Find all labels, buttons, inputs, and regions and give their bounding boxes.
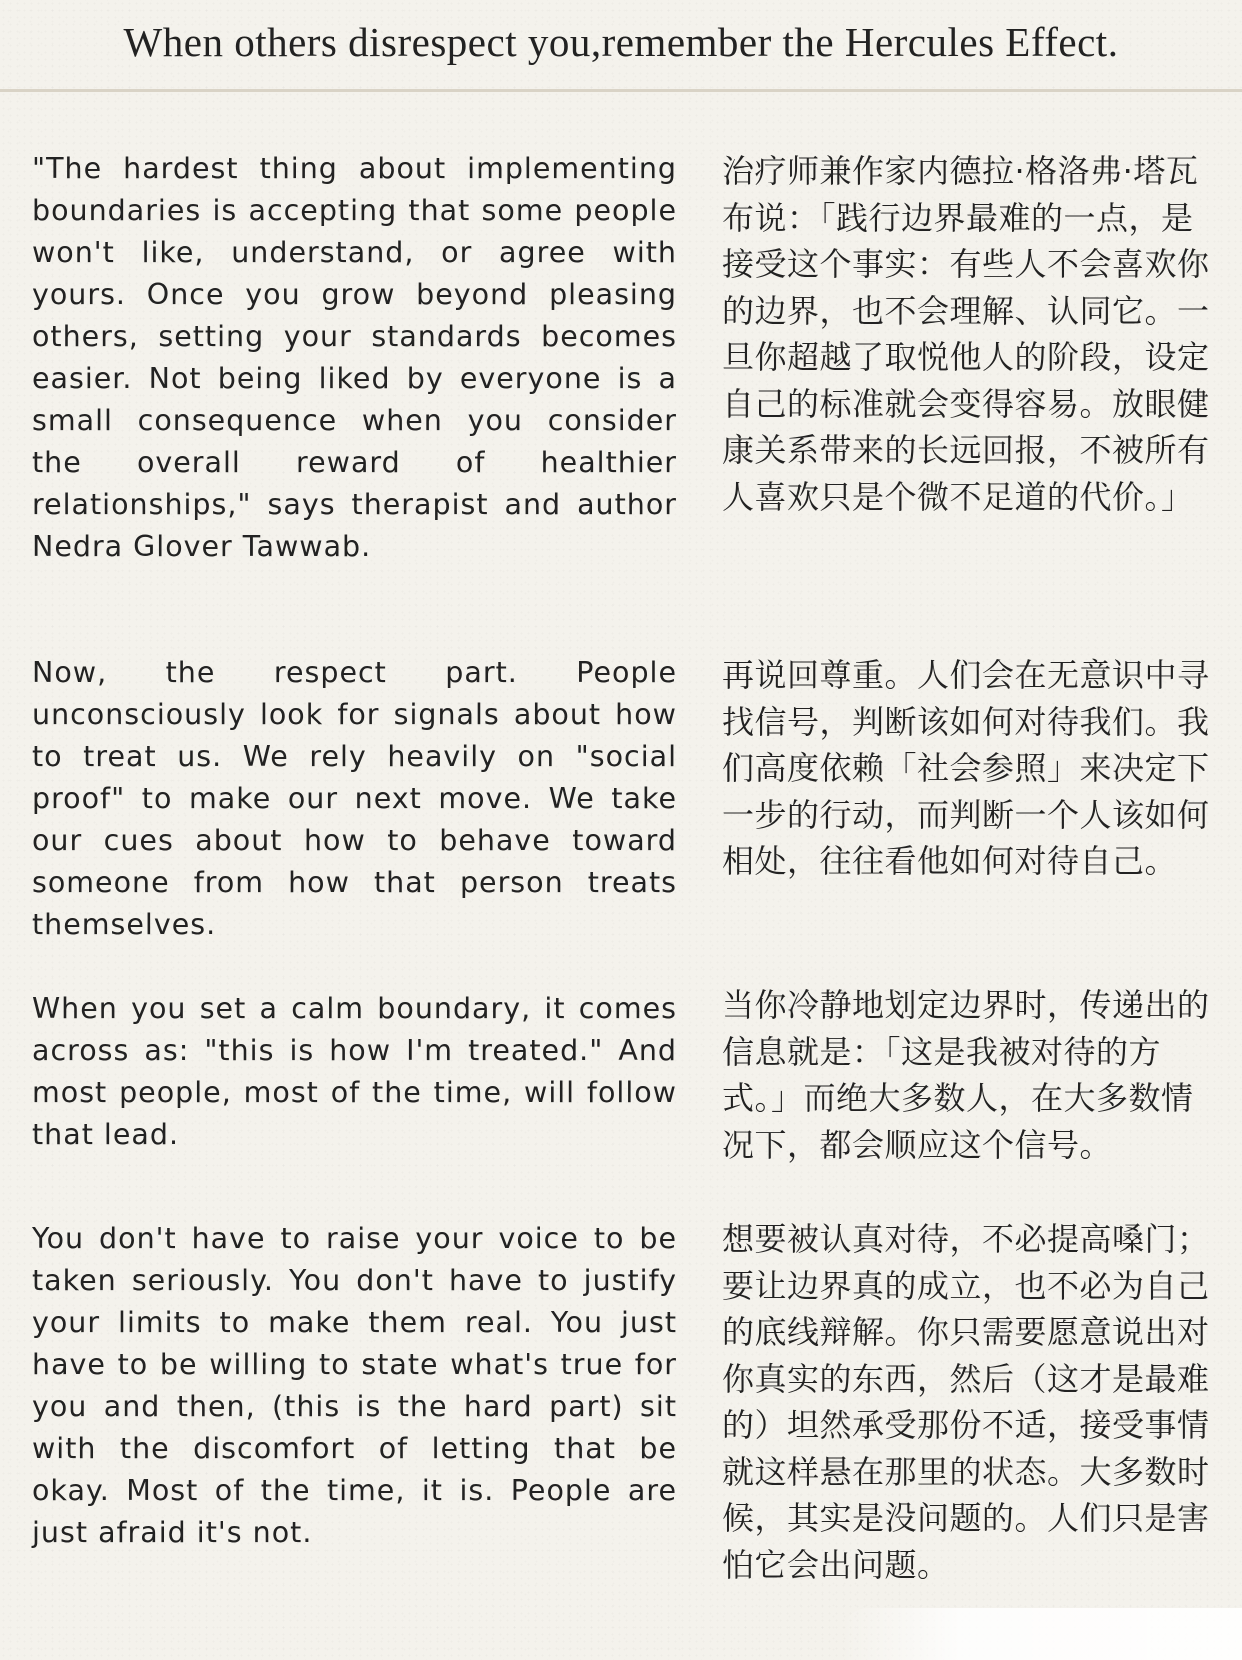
- paragraph-4-english: You don't have to raise your voice to be taken seriously. You don't have to justify your limits to make them real. You just have to be willing to state what's true for you and then, (this is the hard part) sit with the discomfort of letting that be okay. Most of the time, it is. People are just afraid it's not.: [32, 1222, 677, 1549]
- paragraph-1-chinese: 治疗师兼作家内德拉·格洛弗·塔瓦布说：「践行边界最难的一点，是接受这个事实：有些人不会喜欢你的边界，也不会理解、认同它。一旦你超越了取悦他人的阶段，设定自己的标准就会变得容易。放眼健康关系带来的长远回报，不被所有人喜欢只是个微不足道的代价。」: [722, 152, 1210, 516]
- paragraph-3-english: When you set a calm boundary, it comes across as: "this is how I'm treated." And most people, most of the time, will follow that lead.: [32, 992, 677, 1151]
- paragraph-3-chinese: 当你冷静地划定边界时，传递出的信息就是：「这是我被对待的方式。」而绝大多数人，在大多数情况下，都会顺应这个信号。: [722, 986, 1210, 1164]
- header: [0, 0, 1242, 92]
- paragraph-4-chinese: 想要被认真对待，不必提高嗓门；要让边界真的成立，也不必为自己的底线辩解。你只需要愿意说出对你真实的东西，然后（这才是最难的）坦然承受那份不适，接受事情就这样悬在那里的状态。大多数时候，其实是没问题的。人们只是害怕它会出问题。: [722, 1220, 1210, 1584]
- watermark-overlay: [842, 1608, 1242, 1660]
- paragraph-2-chinese: 再说回尊重。人们会在无意识中寻找信号，判断该如何对待我们。我们高度依赖「社会参照」来决定下一步的行动，而判断一个人该如何相处，往往看他如何对待自己。: [722, 656, 1210, 880]
- page-title: When others disrespect you,remember the Hercules Effect.: [123, 19, 1119, 65]
- paragraph-1-english: "The hardest thing about implementing boundaries is accepting that some people won't like, understand, or agree with yours. Once you grow beyond pleasing others, setting your standards becomes easier. Not being liked by everyone is a small consequence when you consider the overall reward of healthier relationships," says therapist and author Nedra Glover Tawwab.: [32, 152, 677, 563]
- paragraph-2-english: Now, the respect part. People unconsciously look for signals about how to treat us. We rely heavily on "social proof" to make our next move. We take our cues about how to behave toward someone from how that person treats themselves.: [32, 656, 677, 941]
